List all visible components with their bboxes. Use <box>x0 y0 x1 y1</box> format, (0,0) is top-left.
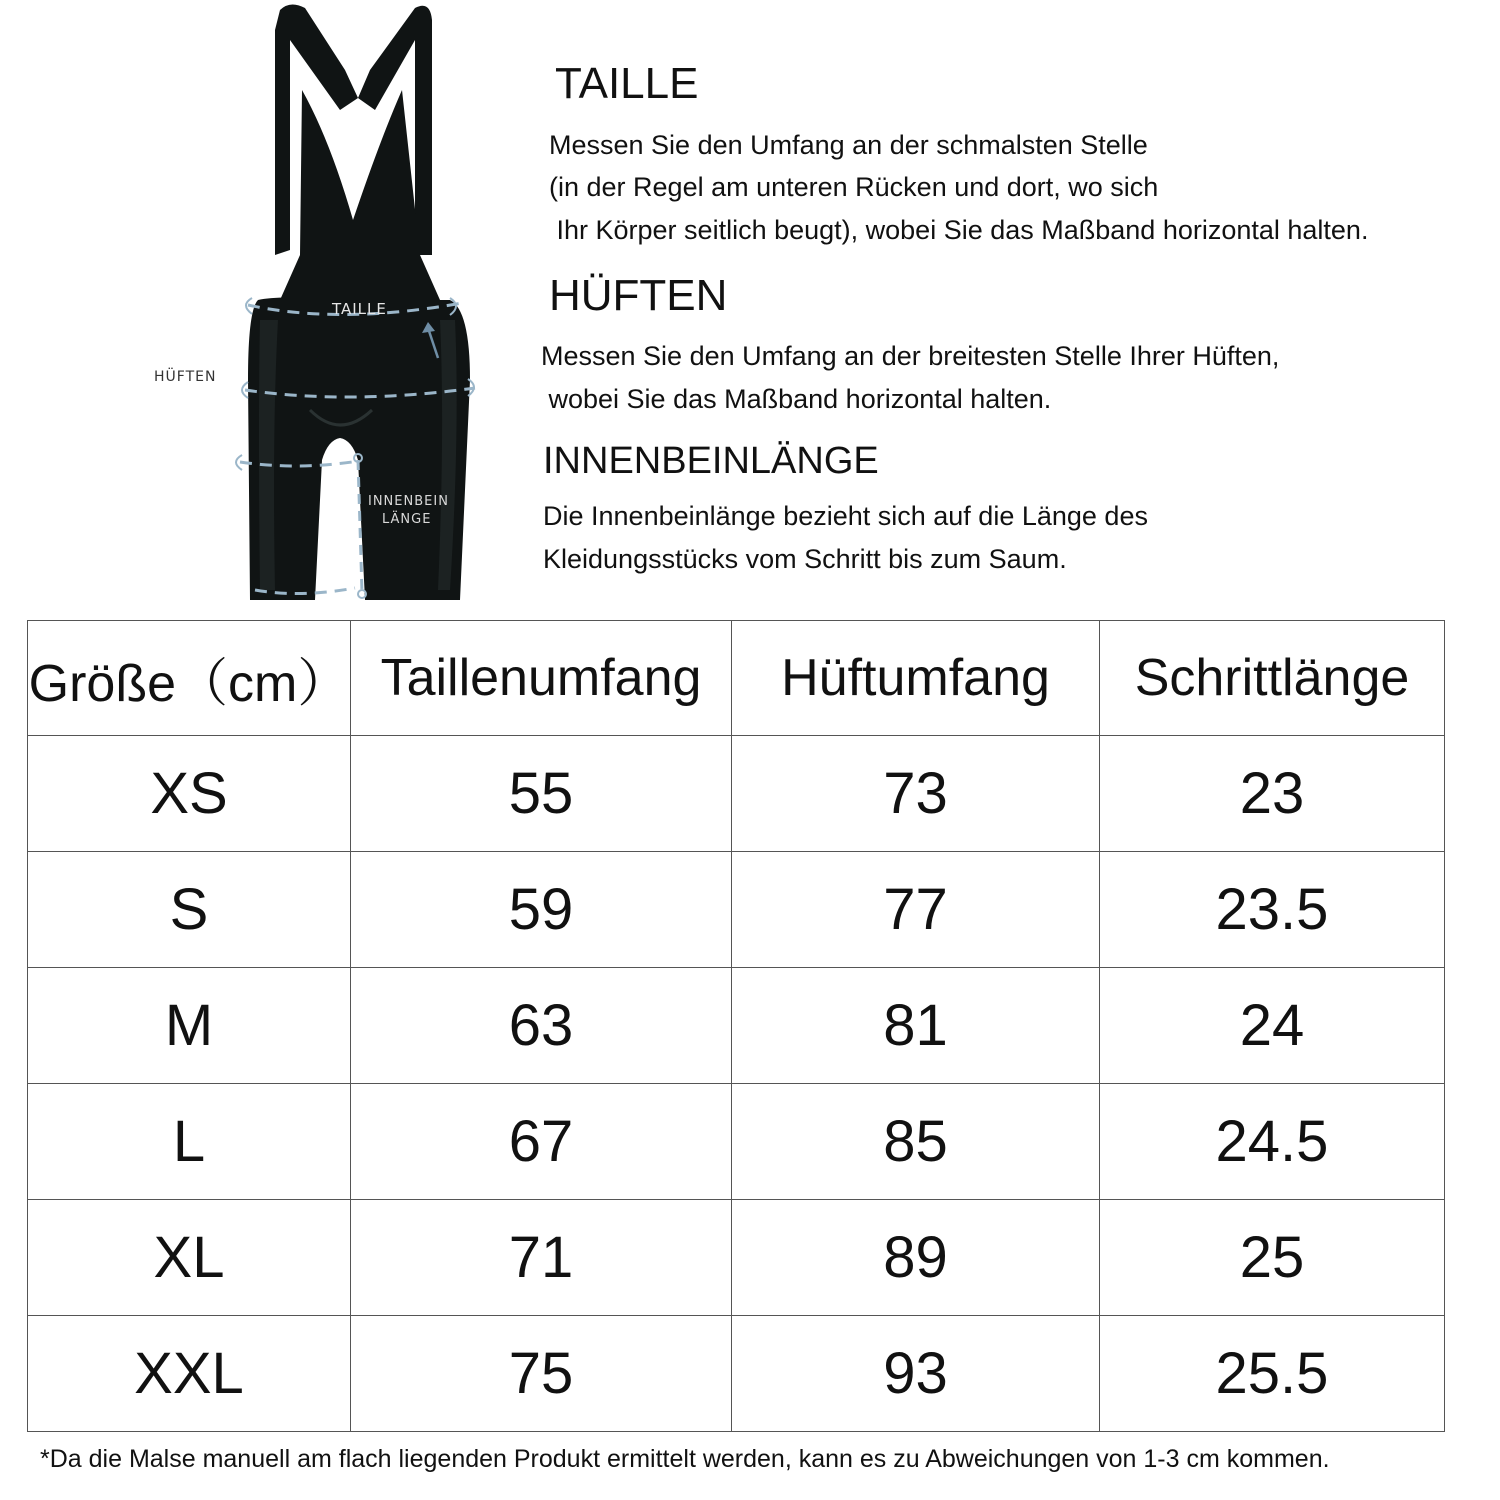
section-line-hueften-1: Messen Sie den Umfang an der breitesten Stelle Ihrer Hüften, <box>541 341 1280 371</box>
section-title-hueften: HÜFTEN <box>549 271 728 320</box>
inseam-cell: 23 <box>1100 736 1445 852</box>
inseam-cell: 24 <box>1100 968 1445 1084</box>
shorts-body <box>248 298 470 601</box>
section-title-innenbeinlaenge: INNENBEINLÄNGE <box>543 440 879 482</box>
waist-cell: 59 <box>351 852 732 968</box>
size-cell: XL <box>28 1200 351 1316</box>
size-cell: S <box>28 852 351 968</box>
table-row <box>28 968 1445 1084</box>
size-chart-table <box>27 620 1445 1432</box>
section-line-taille-2: (in der Regel am unteren Rücken und dort, wo sich <box>549 172 1159 202</box>
size-cell: XXL <box>28 1316 351 1432</box>
size-cell: XS <box>28 736 351 852</box>
header-hip: Hüftumfang <box>732 621 1100 736</box>
illustration-label-taille: TAILLE <box>332 300 387 318</box>
size-cell: M <box>28 968 351 1084</box>
section-line-taille-1: Messen Sie den Umfang an der schmalsten Stelle <box>549 130 1148 160</box>
table-header-row <box>28 621 1445 736</box>
header-waist: Taillenumfang <box>351 621 732 736</box>
table-row <box>28 1084 1445 1200</box>
hip-cell: 89 <box>732 1200 1100 1316</box>
inseam-cell: 24.5 <box>1100 1084 1445 1200</box>
hip-cell: 81 <box>732 968 1100 1084</box>
bib-shorts-illustration <box>140 0 500 615</box>
size-cell: L <box>28 1084 351 1200</box>
hip-cell: 93 <box>732 1316 1100 1432</box>
footnote: *Da die Malse manuell am flach liegenden Produkt ermittelt werden, kann es zu Abweichungen von 1-3 cm kommen. <box>40 1445 1330 1473</box>
table-row <box>28 736 1445 852</box>
section-line-innenbein-1: Die Innenbeinlänge bezieht sich auf die Länge des <box>543 501 1148 531</box>
section-line-taille-3: Ihr Körper seitlich beugt), wobei Sie das Maßband horizontal halten. <box>549 215 1369 245</box>
waist-cell: 71 <box>351 1200 732 1316</box>
illustration-label-laenge: LÄNGE <box>382 512 432 527</box>
table-row <box>28 852 1445 968</box>
illustration-label-innenbein: INNENBEIN <box>368 494 449 509</box>
table-row <box>28 1316 1445 1432</box>
inseam-cell: 25 <box>1100 1200 1445 1316</box>
section-line-hueften-2: wobei Sie das Maßband horizontal halten. <box>541 384 1052 414</box>
waist-cell: 67 <box>351 1084 732 1200</box>
hip-cell: 73 <box>732 736 1100 852</box>
section-line-innenbein-2: Kleidungsstücks vom Schritt bis zum Saum. <box>543 544 1067 574</box>
inseam-cell: 25.5 <box>1100 1316 1445 1432</box>
section-title-taille: TAILLE <box>555 59 699 108</box>
waist-cell: 55 <box>351 736 732 852</box>
illustration-label-hueften: HÜFTEN <box>154 369 217 385</box>
waist-cell: 75 <box>351 1316 732 1432</box>
header-inseam: Schrittlänge <box>1100 621 1445 736</box>
hip-cell: 77 <box>732 852 1100 968</box>
waist-cell: 63 <box>351 968 732 1084</box>
hip-cell: 85 <box>732 1084 1100 1200</box>
table-row <box>28 1200 1445 1316</box>
header-size: Größe（cm） <box>28 621 351 736</box>
inseam-cell: 23.5 <box>1100 852 1445 968</box>
